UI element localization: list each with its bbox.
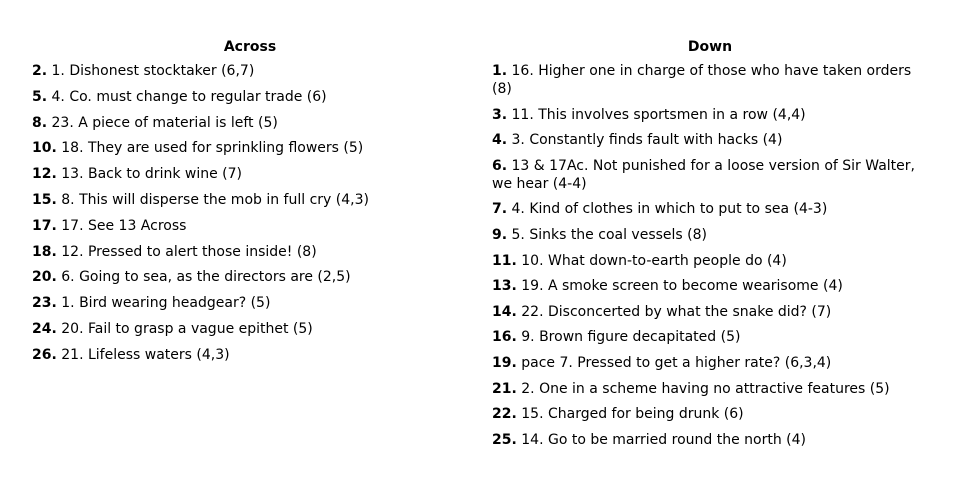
clue-number: 23. [32,295,57,312]
clue-number: 22. [492,406,517,423]
across-heading: Across [223,39,277,55]
clue-text: 8. This will disperse the mob in full cry (4,3) [56,191,369,208]
clue-number: 6. [492,157,508,174]
clue-number: 5. [32,88,48,105]
down-clue [492,277,932,295]
clue-text: 13 & 17Ac. Not punished for a loose version of Sir Walter, we hear (4-4) [492,157,915,192]
across-clue [32,217,472,235]
down-clue [492,328,932,346]
down-clue [492,131,932,149]
across-clue [32,139,472,157]
down-clue [492,380,932,398]
down-clue [492,431,932,449]
clue-number: 17. [32,217,57,234]
across-clue [32,165,472,183]
clue-number: 16. [492,329,517,346]
down-clue [492,62,932,98]
clue-text: 1. Dishonest stocktaker (6,7) [47,63,255,79]
clue-text: 5. Sinks the coal vessels (8) [507,226,707,243]
down-clue [492,354,932,372]
clue-number: 12. [32,166,57,183]
across-clue [32,114,472,132]
clue-number: 1. [492,63,508,79]
across-clue [32,62,472,80]
clue-text: 3. Constantly finds fault with hacks (4) [507,132,783,149]
clue-number: 26. [32,346,57,363]
clue-number: 15. [32,191,57,208]
clue-text: 11. This involves sportsmen in a row (4,4) [507,106,806,123]
clue-text: 14. Go to be married round the north (4) [516,431,806,448]
clue-number: 9. [492,226,508,243]
across-clue [32,88,472,106]
clue-text: 22. Disconcerted by what the snake did? (7) [516,303,832,320]
clue-text: 10. What down-to-earth people do (4) [516,252,787,269]
clue-number: 18. [32,243,57,260]
down-clue [492,200,932,218]
clue-number: 19. [492,354,517,371]
across-column [32,38,472,372]
down-column [492,38,932,456]
clue-number: 3. [492,106,508,123]
down-clue [492,226,932,244]
clue-text: 21. Lifeless waters (4,3) [56,346,230,363]
clue-text: 23. A piece of material is left (5) [47,114,278,131]
clue-number: 20. [32,269,57,286]
clue-text: 15. Charged for being drunk (6) [516,406,744,423]
across-clue [32,243,472,261]
clue-text: 6. Going to sea, as the directors are (2,5) [56,269,351,286]
down-clue [492,252,932,270]
across-clue-list [32,62,472,364]
down-clue [492,106,932,124]
clue-number: 8. [32,114,48,131]
clue-text: 4. Co. must change to regular trade (6) [47,88,327,105]
clue-text: 4. Kind of clothes in which to put to sea (4-3) [507,201,828,218]
clue-text: 20. Fail to grasp a vague epithet (5) [56,320,313,337]
clue-number: 24. [32,320,57,337]
across-clue [32,320,472,338]
clue-text: pace 7. Pressed to get a higher rate? (6,3,4) [516,354,832,371]
clue-text: 1. Bird wearing headgear? (5) [56,295,271,312]
clue-text: 17. See 13 Across [56,217,187,234]
clue-number: 25. [492,431,517,448]
clue-number: 2. [32,63,48,79]
clue-text: 9. Brown figure decapitated (5) [516,329,741,346]
across-clue [32,191,472,209]
down-clue [492,405,932,423]
clue-text: 13. Back to drink wine (7) [56,166,242,183]
down-heading: Down [687,39,733,55]
across-clue [32,268,472,286]
down-clue-list [492,62,932,449]
down-clue [492,303,932,321]
clue-text: 19. A smoke screen to become wearisome (4) [516,278,843,295]
clue-text: 12. Pressed to alert those inside! (8) [56,243,317,260]
clue-number: 7. [492,201,508,218]
across-clue [32,294,472,312]
clue-text: 2. One in a scheme having no attractive features (5) [516,380,890,397]
clue-text: 16. Higher one in charge of those who have taken orders (8) [492,63,912,97]
across-clue [32,346,472,364]
clue-number: 11. [492,252,517,269]
clue-number: 13. [492,278,517,295]
clue-number: 4. [492,132,508,149]
clue-number: 21. [492,380,517,397]
clue-number: 10. [32,140,57,157]
down-clue [492,157,932,193]
clue-text: 18. They are used for sprinkling flowers (5) [56,140,364,157]
clue-number: 14. [492,303,517,320]
